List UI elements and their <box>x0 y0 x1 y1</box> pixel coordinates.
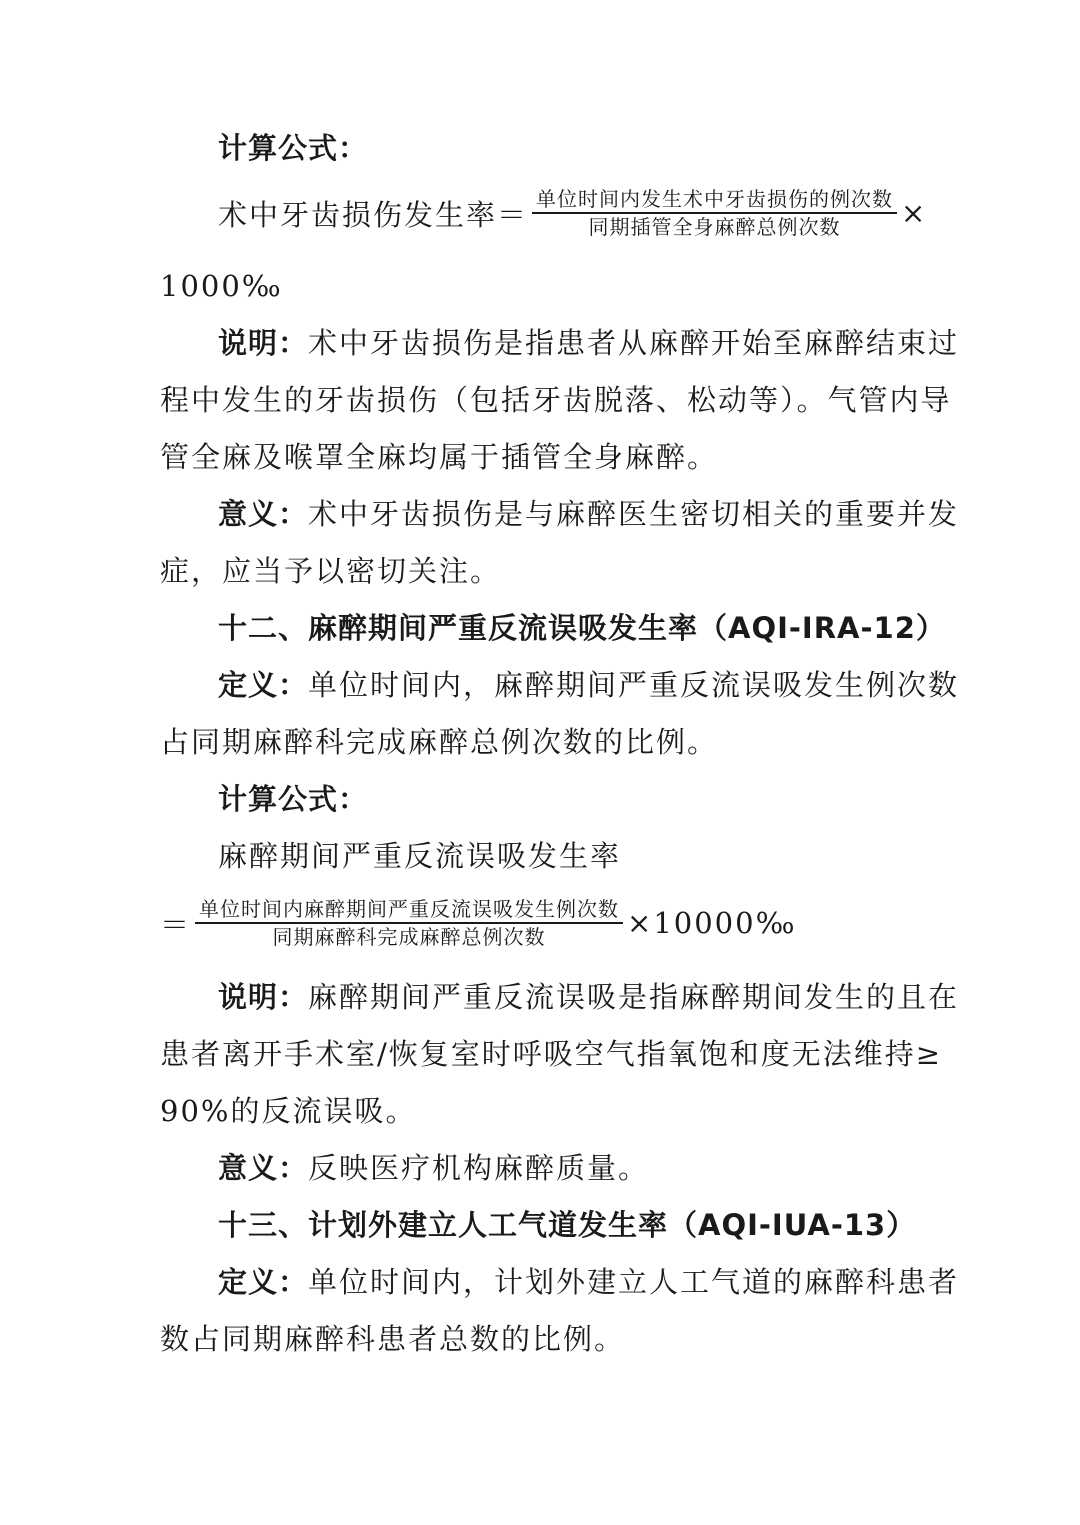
description-text: 管全麻及喉罩全麻均属于插管全身麻醉。 <box>160 440 719 474</box>
description-label: 说明： <box>218 326 309 360</box>
description-text: 患者离开手术室/恢复室时呼吸空气指氧饱和度无法维持≥ <box>160 1037 943 1071</box>
formula-heading: 计算公式： <box>218 782 369 816</box>
times-sign: × <box>901 196 928 230</box>
definition-text: 单位时间内，计划外建立人工气道的麻醉科患者 <box>308 1265 960 1299</box>
significance-text: 术中牙齿损伤是与麻醉医生密切相关的重要并发 <box>308 497 960 531</box>
formula-denominator: 同期插管全身麻醉总例次数 <box>588 215 841 239</box>
formula-reflux <box>160 896 796 950</box>
section-heading-12: 十二、麻醉期间严重反流误吸发生率（AQI-IRA-12） <box>218 611 946 645</box>
description-text: 术中牙齿损伤是指患者从麻醉开始至麻醉结束过 <box>308 326 960 360</box>
definition-text: 占同期麻醉科完成麻醉总例次数的比例。 <box>160 725 719 759</box>
formula-numerator: 单位时间内麻醉期间严重反流误吸发生例次数 <box>199 897 620 921</box>
definition-text: 单位时间内，麻醉期间严重反流误吸发生例次数 <box>308 668 960 702</box>
significance-text: 反映医疗机构麻醉质量。 <box>308 1151 650 1185</box>
paragraph-description <box>218 323 960 363</box>
significance-label: 意义： <box>218 497 309 531</box>
equals-sign: ＝ <box>160 907 192 942</box>
formula-heading: 计算公式： <box>218 131 369 165</box>
formula-lhs: 术中牙齿损伤发生率＝ <box>218 197 529 232</box>
formula-multiplier: 1000‰ <box>160 269 283 303</box>
significance-label: 意义： <box>218 1151 309 1185</box>
paragraph-definition <box>218 665 960 705</box>
paragraph-description <box>218 977 960 1017</box>
formula-fraction <box>195 896 623 950</box>
definition-label: 定义： <box>218 668 309 702</box>
formula-numerator: 单位时间内发生术中牙齿损伤的例次数 <box>536 187 894 211</box>
section-heading-13: 十三、计划外建立人工气道发生率（AQI-IUA-13） <box>218 1208 917 1242</box>
description-label: 说明： <box>218 980 309 1014</box>
definition-label: 定义： <box>218 1265 309 1299</box>
definition-text: 数占同期麻醉科患者总数的比例。 <box>160 1322 626 1356</box>
formula-tooth-injury <box>218 186 927 240</box>
description-text: 90%的反流误吸。 <box>160 1094 417 1128</box>
paragraph-definition <box>218 1262 960 1302</box>
paragraph-significance <box>218 494 960 534</box>
formula-lhs: 麻醉期间严重反流误吸发生率 <box>218 839 622 873</box>
description-text: 麻醉期间严重反流误吸是指麻醉期间发生的且在 <box>308 980 960 1014</box>
paragraph-significance <box>218 1148 918 1188</box>
formula-fraction <box>532 186 897 240</box>
formula-multiplier: ×10000‰ <box>627 906 797 940</box>
formula-denominator: 同期麻醉科完成麻醉总例次数 <box>272 925 546 949</box>
description-text: 程中发生的牙齿损伤（包括牙齿脱落、松动等）。气管内导 <box>160 383 952 417</box>
significance-text: 症，应当予以密切关注。 <box>160 554 502 588</box>
